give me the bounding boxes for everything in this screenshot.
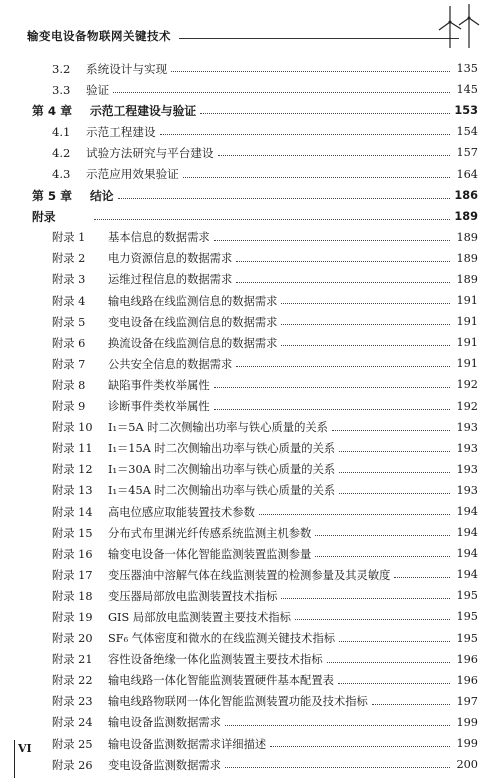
toc-entry-number: 附录 6 (52, 336, 86, 350)
table-of-contents (32, 58, 478, 775)
dot-leader (118, 198, 450, 199)
toc-entry-number: 第 4 章 (32, 104, 73, 119)
toc-entry-page: 194 (456, 547, 478, 561)
toc-entry-title: 变电设备在线监测信息的数据需求 (108, 315, 278, 329)
toc-entry-number: 附录 24 (52, 716, 93, 730)
dot-leader (259, 514, 450, 515)
dot-leader (171, 71, 450, 72)
toc-entry[interactable] (32, 353, 478, 374)
toc-entry-page: 186 (454, 188, 478, 202)
dot-leader (339, 472, 450, 473)
footer-rule (14, 740, 15, 778)
toc-entry-number: 附录 4 (52, 294, 86, 308)
toc-entry-number: 附录 3 (52, 273, 86, 287)
toc-entry-page: 192 (456, 399, 478, 413)
toc-entry-page: 192 (456, 378, 478, 392)
toc-entry-title: SF₆ 气体密度和微水的在线监测关键技术指标 (108, 632, 336, 646)
toc-entry[interactable] (32, 269, 478, 290)
running-header (27, 26, 459, 44)
dot-leader (214, 240, 450, 241)
toc-entry[interactable] (32, 374, 478, 395)
toc-entry-page: 189 (456, 251, 478, 265)
dot-leader (236, 282, 450, 283)
toc-entry[interactable] (32, 480, 478, 501)
dot-leader (281, 598, 450, 599)
toc-entry-number: 附录 22 (52, 674, 93, 688)
toc-entry-page: 195 (456, 610, 478, 624)
toc-entry-title: 输电设备监测数据需求详细描述 (108, 737, 267, 751)
toc-entry-number: 附录 26 (52, 758, 93, 772)
toc-entry-page: 191 (456, 315, 478, 329)
dot-leader (236, 261, 450, 262)
page-number: VI (18, 742, 32, 755)
toc-entry-number: 附录 13 (52, 484, 93, 498)
toc-entry-title: 输电线路一体化智能监测装置硬件基本配置表 (108, 674, 334, 688)
toc-entry-title: 诊断事件类枚举属性 (108, 400, 210, 414)
toc-entry-page: 194 (456, 526, 478, 540)
dot-leader (218, 155, 450, 156)
dot-leader (327, 662, 450, 663)
toc-entry-title: 输变电设备一体化智能监测装置监测参量 (108, 547, 312, 561)
toc-entry[interactable] (32, 712, 478, 733)
toc-entry[interactable] (32, 564, 478, 585)
toc-entry-number: 附录 5 (52, 315, 86, 329)
dot-leader (225, 767, 450, 768)
toc-entry[interactable] (32, 311, 478, 332)
toc-entry[interactable] (32, 628, 478, 649)
toc-entry-page: 195 (456, 589, 478, 603)
toc-entry-number: 4.1 (52, 124, 71, 139)
toc-entry-page: 191 (456, 336, 478, 350)
toc-entry-title: 变电设备监测数据需求 (108, 758, 221, 772)
toc-entry[interactable] (32, 396, 478, 417)
toc-entry[interactable] (32, 142, 478, 163)
toc-entry-title: 变压器局部放电监测装置技术指标 (108, 589, 278, 603)
toc-entry-title: 基本信息的数据需求 (108, 231, 210, 245)
toc-entry-number: 附录 20 (52, 632, 93, 646)
toc-entry[interactable] (32, 522, 478, 543)
toc-entry-number: 附录 12 (52, 463, 93, 477)
toc-entry-number: 4.3 (52, 167, 71, 182)
toc-entry[interactable] (32, 206, 478, 227)
header-rule (179, 38, 459, 39)
toc-entry-page: 199 (456, 737, 478, 751)
toc-entry-number: 3.2 (52, 61, 71, 76)
toc-entry-title: I₁＝5A 时二次侧输出功率与铁心质量的关系 (108, 421, 328, 435)
toc-entry-number: 附录 15 (52, 526, 93, 540)
dot-leader (281, 345, 450, 346)
toc-entry-page: 191 (456, 357, 478, 371)
toc-entry-page: 193 (456, 420, 478, 434)
toc-entry-title: 系统设计与实现 (86, 61, 168, 76)
toc-entry[interactable] (32, 163, 478, 184)
toc-entry-page: 196 (456, 652, 478, 666)
dot-leader (214, 409, 450, 410)
toc-entry-page: 200 (456, 758, 478, 772)
dot-leader (183, 177, 450, 178)
toc-entry-number: 附录 10 (52, 421, 93, 435)
toc-entry-number: 附录 16 (52, 547, 93, 561)
dot-leader (339, 493, 450, 494)
dot-leader (339, 641, 450, 642)
toc-entry-number: 附录 11 (52, 442, 93, 456)
wind-turbine-icon (436, 4, 482, 48)
toc-entry[interactable] (32, 227, 478, 248)
dot-leader (372, 704, 450, 705)
toc-entry-page: 145 (456, 83, 478, 97)
toc-entry-page: 191 (456, 294, 478, 308)
dot-leader (315, 535, 450, 536)
toc-entry-number: 4.2 (52, 145, 71, 160)
toc-entry[interactable] (32, 670, 478, 691)
dot-leader (281, 324, 450, 325)
toc-entry[interactable] (32, 100, 478, 121)
toc-entry-page: 193 (456, 483, 478, 497)
toc-entry[interactable] (32, 417, 478, 438)
toc-entry[interactable] (32, 58, 478, 79)
toc-entry-number: 附录 21 (52, 653, 93, 667)
toc-entry-page: 195 (456, 631, 478, 645)
toc-entry-title: 容性设备绝缘一体化监测装置主要技术指标 (108, 653, 323, 667)
toc-entry-title: 示范工程建设 (86, 124, 156, 139)
toc-entry[interactable] (32, 438, 478, 459)
toc-entry-number: 附录 7 (52, 357, 86, 371)
toc-entry[interactable] (32, 733, 478, 754)
toc-entry-number: 附录 2 (52, 252, 86, 266)
toc-entry[interactable] (32, 543, 478, 564)
toc-entry-page: 153 (454, 104, 478, 118)
toc-entry-page: 194 (456, 568, 478, 582)
toc-entry-number: 附录 25 (52, 737, 93, 751)
toc-entry-title: 缺陷事件类枚举属性 (108, 378, 210, 392)
toc-entry-page: 197 (456, 694, 478, 708)
toc-entry-page: 189 (454, 209, 478, 223)
toc-entry[interactable] (32, 79, 478, 100)
dot-leader (332, 430, 450, 431)
dot-leader (214, 387, 450, 388)
toc-entry-number: 附录 (32, 209, 56, 224)
toc-entry-page: 157 (456, 146, 478, 160)
toc-entry-title: 运维过程信息的数据需求 (108, 273, 233, 287)
dot-leader (200, 113, 450, 114)
toc-entry[interactable] (32, 606, 478, 627)
toc-entry-page: 135 (456, 62, 478, 76)
dot-leader (295, 619, 450, 620)
dot-leader (236, 366, 450, 367)
toc-entry-page: 164 (456, 167, 478, 181)
toc-entry[interactable] (32, 649, 478, 670)
toc-entry-title: GIS 局部放电监测装置主要技术指标 (108, 610, 291, 624)
toc-entry-title: I₁＝15A 时二次侧输出功率与铁心质量的关系 (108, 442, 336, 456)
toc-entry-number: 附录 19 (52, 610, 93, 624)
toc-entry-title: 输电线路物联网一体化智能监测装置功能及技术指标 (108, 695, 368, 709)
toc-entry[interactable] (32, 501, 478, 522)
toc-entry-number: 附录 14 (52, 505, 93, 519)
toc-entry[interactable] (32, 691, 478, 712)
toc-entry-page: 189 (456, 272, 478, 286)
toc-entry[interactable] (32, 754, 478, 775)
toc-entry-title: 换流设备在线监测信息的数据需求 (108, 336, 278, 350)
toc-entry-number: 附录 9 (52, 400, 86, 414)
toc-entry-number: 附录 1 (52, 231, 86, 245)
dot-leader (281, 303, 450, 304)
dot-leader (270, 746, 450, 747)
toc-entry-title: I₁＝30A 时二次侧输出功率与铁心质量的关系 (108, 463, 336, 477)
toc-entry-number: 附录 8 (52, 378, 86, 392)
toc-entry-page: 154 (456, 125, 478, 139)
toc-entry-page: 193 (456, 441, 478, 455)
toc-entry-number: 附录 23 (52, 695, 93, 709)
toc-entry-title: 示范应用效果验证 (86, 167, 179, 182)
toc-entry-title: 变压器油中溶解气体在线监测装置的检测参量及其灵敏度 (108, 568, 391, 582)
dot-leader (94, 219, 450, 220)
toc-entry-title: 示范工程建设与验证 (90, 104, 197, 119)
toc-entry-page: 193 (456, 462, 478, 476)
toc-entry-number: 3.3 (52, 82, 71, 97)
dot-leader (160, 134, 450, 135)
toc-entry[interactable] (32, 248, 478, 269)
dot-leader (394, 577, 450, 578)
toc-entry-title: 试验方法研究与平台建设 (86, 145, 214, 160)
toc-entry[interactable] (32, 290, 478, 311)
toc-entry[interactable] (32, 185, 478, 206)
toc-entry[interactable] (32, 332, 478, 353)
toc-entry-title: 公共安全信息的数据需求 (108, 357, 233, 371)
toc-entry-title: 结论 (90, 188, 114, 203)
toc-entry-title: 输电设备监测数据需求 (108, 716, 221, 730)
toc-entry-title: I₁＝45A 时二次侧输出功率与铁心质量的关系 (108, 484, 336, 498)
dot-leader (339, 451, 450, 452)
toc-entry[interactable] (32, 459, 478, 480)
toc-entry-number: 附录 17 (52, 568, 93, 582)
toc-entry-title: 分布式布里渊光纤传感系统监测主机参数 (108, 526, 312, 540)
toc-entry-title: 输电线路在线监测信息的数据需求 (108, 294, 278, 308)
toc-entry-page: 199 (456, 715, 478, 729)
toc-entry[interactable] (32, 121, 478, 142)
dot-leader (338, 683, 450, 684)
running-header-title: 输变电设备物联网关键技术 (27, 29, 171, 43)
toc-entry-page: 196 (456, 673, 478, 687)
toc-entry-title: 验证 (86, 82, 110, 97)
dot-leader (315, 556, 450, 557)
dot-leader (113, 92, 450, 93)
toc-entry-number: 第 5 章 (32, 188, 73, 203)
toc-entry[interactable] (32, 585, 478, 606)
toc-entry-title: 电力资源信息的数据需求 (108, 252, 233, 266)
toc-entry-page: 194 (456, 505, 478, 519)
dot-leader (225, 725, 450, 726)
toc-entry-page: 189 (456, 230, 478, 244)
toc-entry-title: 高电位感应取能装置技术参数 (108, 505, 255, 519)
toc-entry-number: 附录 18 (52, 589, 93, 603)
